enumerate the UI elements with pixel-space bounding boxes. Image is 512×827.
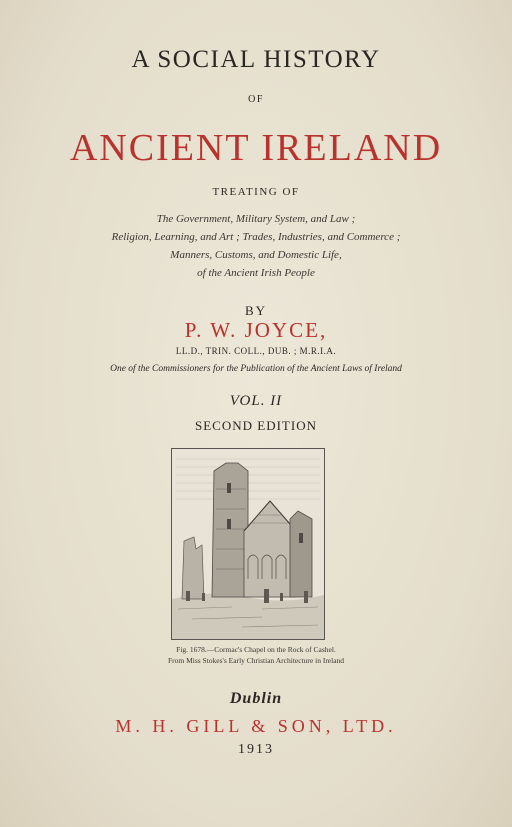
treating-of-label: TREATING OF bbox=[212, 186, 300, 198]
title-of: OF bbox=[248, 94, 264, 105]
subtitle-line-4: of the Ancient Irish People bbox=[197, 267, 315, 279]
subtitle-line-3: Manners, Customs, and Domestic Life, bbox=[170, 249, 342, 261]
by-label: BY bbox=[244, 303, 268, 318]
author-degrees: LL.D., TRIN. COLL., DUB. ; M.R.I.A. bbox=[175, 346, 337, 356]
subtitle-line-1: The Government, Military System, and Law ; bbox=[156, 213, 356, 225]
imprint-year: 1913 bbox=[238, 742, 274, 757]
title-line-2: ANCIENT IRELAND bbox=[69, 127, 443, 169]
chapel-illustration bbox=[171, 448, 325, 640]
subtitle-line-2: Religion, Learning, and Art ; Trades, Industries, and Commerce ; bbox=[111, 231, 401, 243]
edition-label: SECOND EDITION bbox=[195, 418, 317, 433]
author-name: P. W. JOYCE, bbox=[184, 318, 328, 342]
figure-caption-2: From Miss Stokes's Early Christian Architecture in Ireland bbox=[167, 656, 345, 665]
chapel-engraving bbox=[172, 449, 324, 639]
imprint-city: Dublin bbox=[229, 690, 283, 707]
volume-number: VOL. II bbox=[229, 393, 283, 409]
title-line-1: A SOCIAL HISTORY bbox=[131, 46, 381, 73]
author-commission: One of the Commissioners for the Publication of the Ancient Laws of Ireland bbox=[110, 364, 402, 374]
imprint-publisher: M. H. GILL & SON, LTD. bbox=[115, 716, 397, 736]
figure-caption-1: Fig. 1678.—Cormac's Chapel on the Rock of Cashel. bbox=[176, 645, 336, 654]
